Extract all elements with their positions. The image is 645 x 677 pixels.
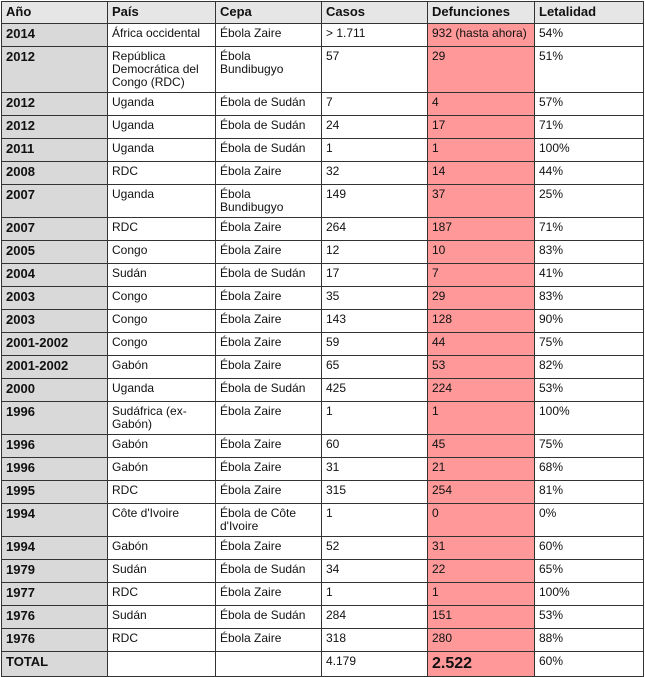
- cell-lethality: 41%: [535, 264, 644, 287]
- cell-country: Congo: [108, 241, 216, 264]
- cell-country: RDC: [108, 218, 216, 241]
- header-row: [2, 2, 644, 24]
- cell-year: 2012: [2, 116, 108, 139]
- cell-deaths: 21: [428, 458, 535, 481]
- cell-year: 2005: [2, 241, 108, 264]
- cell-country: Sudán: [108, 560, 216, 583]
- cell-cases: 143: [322, 310, 428, 333]
- cell-lethality: 100%: [535, 402, 644, 435]
- cell-country: Uganda: [108, 93, 216, 116]
- cell-deaths: 1: [428, 139, 535, 162]
- cell-country: RDC: [108, 629, 216, 652]
- cell-country: Congo: [108, 333, 216, 356]
- cell-cases: 32: [322, 162, 428, 185]
- cell-deaths: 1: [428, 583, 535, 606]
- cell-lethality: 71%: [535, 116, 644, 139]
- cell-cases: 59: [322, 333, 428, 356]
- cell-lethality: 90%: [535, 310, 644, 333]
- cell-country: Côte d'Ivoire: [108, 504, 216, 537]
- cell-cases: 425: [322, 379, 428, 402]
- total-row: [2, 652, 644, 677]
- header-lethality: Letalidad: [535, 2, 644, 24]
- header-strain: Cepa: [216, 2, 322, 24]
- cell-deaths: 1: [428, 402, 535, 435]
- cell-strain: Ébola Bundibugyo: [216, 47, 322, 93]
- cell-cases: > 1.711: [322, 24, 428, 47]
- cell-deaths: 29: [428, 47, 535, 93]
- cell-year: 1976: [2, 606, 108, 629]
- cell-strain: Ébola Zaire: [216, 537, 322, 560]
- cell-country: [108, 652, 216, 677]
- cell-deaths: 29: [428, 287, 535, 310]
- cell-country: Gabón: [108, 435, 216, 458]
- cell-deaths: 22: [428, 560, 535, 583]
- cell-lethality: 54%: [535, 24, 644, 47]
- cell-lethality: 51%: [535, 47, 644, 93]
- cell-deaths: 37: [428, 185, 535, 218]
- table-row: [2, 93, 644, 116]
- cell-year: 2001-2002: [2, 356, 108, 379]
- table-row: [2, 241, 644, 264]
- cell-deaths: 2.522: [428, 652, 535, 677]
- cell-cases: 24: [322, 116, 428, 139]
- cell-cases: 149: [322, 185, 428, 218]
- cell-lethality: 57%: [535, 93, 644, 116]
- cell-year: 1996: [2, 402, 108, 435]
- cell-country: Congo: [108, 287, 216, 310]
- table-row: [2, 185, 644, 218]
- cell-deaths: 10: [428, 241, 535, 264]
- cell-cases: 1: [322, 504, 428, 537]
- cell-country: Sudáfrica (ex-Gabón): [108, 402, 216, 435]
- cell-strain: Ébola Zaire: [216, 287, 322, 310]
- cell-country: Sudán: [108, 606, 216, 629]
- table-row: [2, 139, 644, 162]
- cell-year: 2007: [2, 218, 108, 241]
- cell-year: 2007: [2, 185, 108, 218]
- cell-lethality: 68%: [535, 458, 644, 481]
- cell-deaths: 7: [428, 264, 535, 287]
- table-row: [2, 218, 644, 241]
- cell-year: 1977: [2, 583, 108, 606]
- cell-deaths: 4: [428, 93, 535, 116]
- cell-lethality: 81%: [535, 481, 644, 504]
- table-row: [2, 264, 644, 287]
- header-cases: Casos: [322, 2, 428, 24]
- cell-deaths: 17: [428, 116, 535, 139]
- cell-year: 1994: [2, 504, 108, 537]
- cell-cases: 35: [322, 287, 428, 310]
- cell-strain: Ébola de Sudán: [216, 560, 322, 583]
- table-row: [2, 47, 644, 93]
- cell-deaths: 151: [428, 606, 535, 629]
- cell-country: Gabón: [108, 537, 216, 560]
- table-row: [2, 458, 644, 481]
- cell-deaths: 44: [428, 333, 535, 356]
- cell-year: 1979: [2, 560, 108, 583]
- cell-strain: Ébola Zaire: [216, 435, 322, 458]
- cell-lethality: 44%: [535, 162, 644, 185]
- cell-strain: Ébola de Côte d'Ivoire: [216, 504, 322, 537]
- cell-lethality: 60%: [535, 537, 644, 560]
- cell-year: 1996: [2, 458, 108, 481]
- cell-cases: 34: [322, 560, 428, 583]
- cell-deaths: 128: [428, 310, 535, 333]
- cell-strain: Ébola Zaire: [216, 241, 322, 264]
- cell-country: RDC: [108, 162, 216, 185]
- cell-lethality: 53%: [535, 379, 644, 402]
- cell-cases: 315: [322, 481, 428, 504]
- cell-lethality: 0%: [535, 504, 644, 537]
- cell-cases: 284: [322, 606, 428, 629]
- cell-country: Uganda: [108, 116, 216, 139]
- cell-year: 2004: [2, 264, 108, 287]
- cell-country: Sudán: [108, 264, 216, 287]
- cell-deaths: 14: [428, 162, 535, 185]
- cell-strain: [216, 652, 322, 677]
- cell-strain: Ébola Zaire: [216, 481, 322, 504]
- cell-country: Gabón: [108, 458, 216, 481]
- cell-cases: 1: [322, 402, 428, 435]
- cell-lethality: 25%: [535, 185, 644, 218]
- cell-lethality: 53%: [535, 606, 644, 629]
- cell-strain: Ébola Zaire: [216, 402, 322, 435]
- cell-year: 2003: [2, 310, 108, 333]
- cell-strain: Ébola de Sudán: [216, 139, 322, 162]
- cell-strain: Ébola de Sudán: [216, 379, 322, 402]
- cell-strain: Ébola Zaire: [216, 629, 322, 652]
- table-row: [2, 606, 644, 629]
- cell-lethality: 82%: [535, 356, 644, 379]
- cell-lethality: 75%: [535, 435, 644, 458]
- table-row: [2, 435, 644, 458]
- cell-cases: 65: [322, 356, 428, 379]
- cell-strain: Ébola Zaire: [216, 583, 322, 606]
- cell-country: Gabón: [108, 356, 216, 379]
- table-row: [2, 583, 644, 606]
- cell-cases: 60: [322, 435, 428, 458]
- table-row: [2, 24, 644, 47]
- table-row: [2, 310, 644, 333]
- cell-country: Uganda: [108, 185, 216, 218]
- header-year: Año: [2, 2, 108, 24]
- cell-lethality: 65%: [535, 560, 644, 583]
- cell-year: 2003: [2, 287, 108, 310]
- cell-strain: Ébola Zaire: [216, 24, 322, 47]
- table-row: [2, 481, 644, 504]
- cell-deaths: 0: [428, 504, 535, 537]
- cell-deaths: 187: [428, 218, 535, 241]
- cell-cases: 31: [322, 458, 428, 481]
- table-row: [2, 402, 644, 435]
- cell-strain: Ébola de Sudán: [216, 93, 322, 116]
- table-row: [2, 629, 644, 652]
- cell-country: RDC: [108, 583, 216, 606]
- cell-deaths: 280: [428, 629, 535, 652]
- header-country: País: [108, 2, 216, 24]
- table-row: [2, 287, 644, 310]
- cell-year: 2008: [2, 162, 108, 185]
- cell-cases: 17: [322, 264, 428, 287]
- cell-country: África occidental: [108, 24, 216, 47]
- cell-strain: Ébola Zaire: [216, 310, 322, 333]
- cell-lethality: 75%: [535, 333, 644, 356]
- cell-year: TOTAL: [2, 652, 108, 677]
- cell-cases: 7: [322, 93, 428, 116]
- table-row: [2, 116, 644, 139]
- cell-lethality: 83%: [535, 287, 644, 310]
- table-row: [2, 560, 644, 583]
- cell-lethality: 100%: [535, 139, 644, 162]
- cell-year: 1995: [2, 481, 108, 504]
- cell-lethality: 71%: [535, 218, 644, 241]
- cell-lethality: 60%: [535, 652, 644, 677]
- cell-year: 2014: [2, 24, 108, 47]
- cell-strain: Ébola Zaire: [216, 218, 322, 241]
- cell-year: 2011: [2, 139, 108, 162]
- cell-year: 2012: [2, 93, 108, 116]
- cell-deaths: 224: [428, 379, 535, 402]
- cell-strain: Ébola Zaire: [216, 356, 322, 379]
- cell-strain: Ébola Bundibugyo: [216, 185, 322, 218]
- table-row: [2, 537, 644, 560]
- header-deaths: Defunciones: [428, 2, 535, 24]
- cell-cases: 1: [322, 583, 428, 606]
- cell-year: 2001-2002: [2, 333, 108, 356]
- cell-deaths: 254: [428, 481, 535, 504]
- cell-cases: 1: [322, 139, 428, 162]
- cell-country: República Democrática del Congo (RDC): [108, 47, 216, 93]
- cell-deaths: 45: [428, 435, 535, 458]
- cell-year: 1994: [2, 537, 108, 560]
- cell-cases: 57: [322, 47, 428, 93]
- cell-strain: Ébola de Sudán: [216, 264, 322, 287]
- cell-strain: Ébola Zaire: [216, 458, 322, 481]
- table-body: [2, 24, 644, 677]
- cell-strain: Ébola Zaire: [216, 333, 322, 356]
- cell-country: Uganda: [108, 379, 216, 402]
- table-row: [2, 333, 644, 356]
- ebola-outbreaks-table: [1, 1, 644, 677]
- cell-deaths: 53: [428, 356, 535, 379]
- table-row: [2, 356, 644, 379]
- cell-lethality: 88%: [535, 629, 644, 652]
- cell-country: Uganda: [108, 139, 216, 162]
- cell-cases: 4.179: [322, 652, 428, 677]
- cell-year: 1976: [2, 629, 108, 652]
- cell-deaths: 31: [428, 537, 535, 560]
- cell-deaths: 932 (hasta ahora): [428, 24, 535, 47]
- table-row: [2, 379, 644, 402]
- cell-cases: 12: [322, 241, 428, 264]
- cell-lethality: 83%: [535, 241, 644, 264]
- table-row: [2, 162, 644, 185]
- cell-strain: Ébola de Sudán: [216, 116, 322, 139]
- cell-lethality: 100%: [535, 583, 644, 606]
- cell-strain: Ébola de Sudán: [216, 606, 322, 629]
- cell-year: 2012: [2, 47, 108, 93]
- cell-country: RDC: [108, 481, 216, 504]
- cell-year: 1996: [2, 435, 108, 458]
- cell-cases: 318: [322, 629, 428, 652]
- table-row: [2, 504, 644, 537]
- cell-country: Congo: [108, 310, 216, 333]
- cell-year: 2000: [2, 379, 108, 402]
- cell-cases: 52: [322, 537, 428, 560]
- cell-cases: 264: [322, 218, 428, 241]
- cell-strain: Ébola Zaire: [216, 162, 322, 185]
